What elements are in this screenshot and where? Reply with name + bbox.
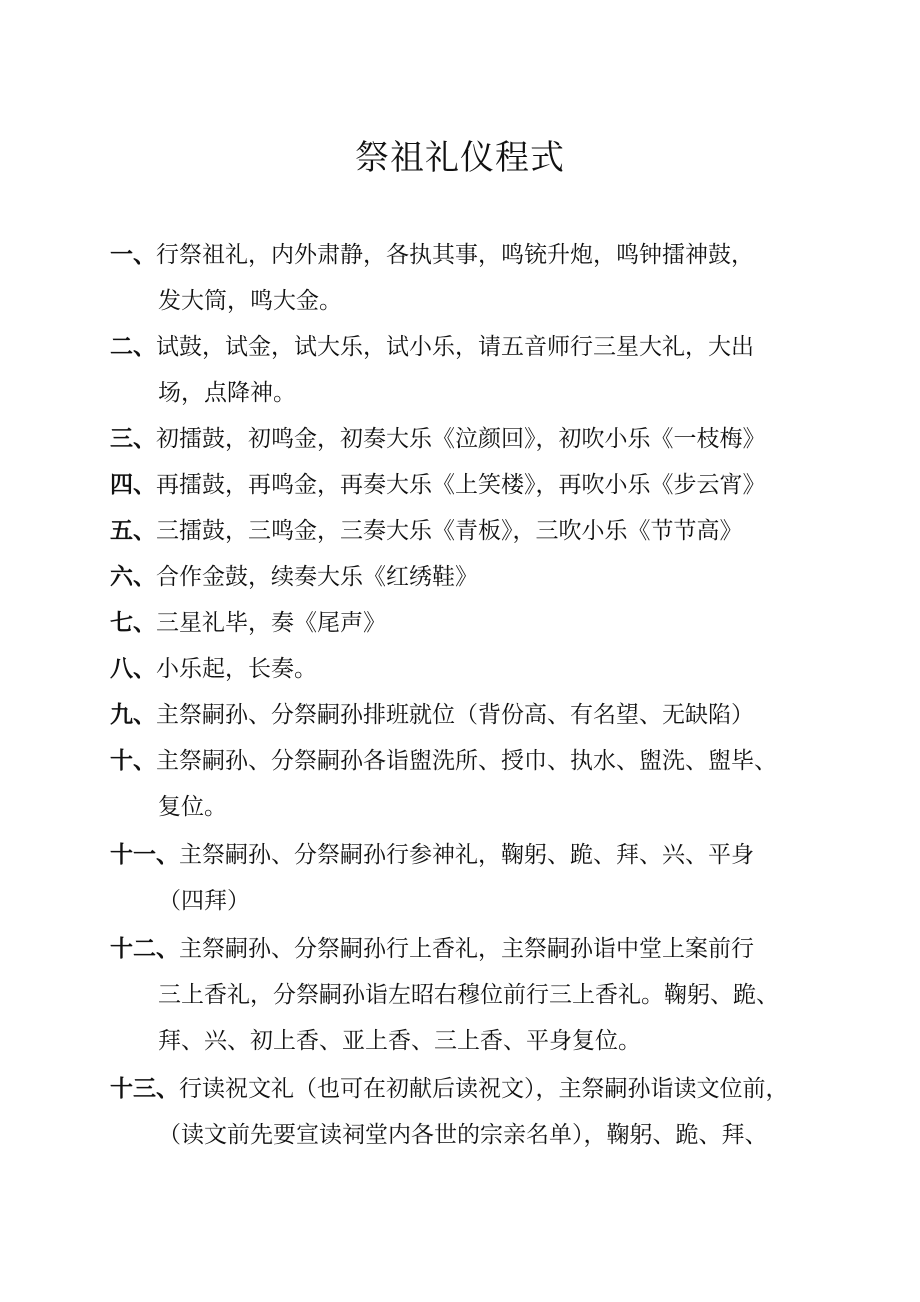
list-item (110, 692, 820, 738)
item-text: 三擂鼓，三鸣金，三奏大乐《青板》，三吹小乐《节节高》 (156, 518, 743, 544)
item-text: 主祭嗣孙、分祭嗣孙各诣盥洗所、授巾、执水、盥洗、盥毕、 (156, 748, 777, 774)
item-number: 一、 (110, 241, 156, 268)
item-number: 二、 (110, 333, 156, 360)
item-number: 七、 (110, 609, 156, 636)
list-item (110, 324, 820, 416)
item-text: 合作金鼓，续奏大乐《红绣鞋》 (156, 564, 478, 590)
item-text: 主祭嗣孙、分祭嗣孙行参神礼，鞠躬、跪、拜、兴、平身 (179, 842, 754, 868)
item-first-line (110, 692, 820, 738)
list-item (110, 508, 820, 554)
item-continuation: 发大筒，鸣大金。 (158, 288, 342, 314)
item-text: 再擂鼓，再鸣金，再奏大乐《上笑楼》，再吹小乐《步云宵》 (156, 472, 766, 498)
item-first-line (110, 462, 820, 508)
item-number: 九、 (110, 701, 156, 728)
list-item (110, 832, 820, 924)
list-item (110, 462, 820, 508)
item-number: 六、 (110, 563, 156, 590)
item-text: 试鼓，试金，试大乐，试小乐，请五音师行三星大礼，大出 (156, 334, 754, 360)
item-continuation: 复位。 (158, 794, 227, 820)
item-text: 主祭嗣孙、分祭嗣孙行上香礼，主祭嗣孙诣中堂上案前行 (179, 936, 754, 962)
item-first-line (110, 508, 820, 554)
item-number: 十、 (110, 747, 156, 774)
item-continuation: （读文前先要宣读祠堂内各世的宗亲名单），鞠躬、跪、拜、 (158, 1122, 768, 1148)
list-item (110, 232, 820, 324)
item-first-line (110, 232, 820, 278)
item-number: 十三、 (110, 1075, 179, 1102)
list-item (110, 416, 820, 462)
list-item (110, 646, 820, 692)
item-continuation: 拜、兴、初上香、亚上香、三上香、平身复位。 (158, 1028, 641, 1054)
list-item (110, 926, 820, 1064)
item-first-line (110, 832, 820, 878)
item-text: 三星礼毕，奏《尾声》 (156, 610, 386, 636)
item-number: 八、 (110, 655, 156, 682)
item-text: 小乐起，长奏。 (156, 656, 317, 682)
item-text: 行读祝文礼（也可在初献后读祝文），主祭嗣孙诣读文位前， (179, 1076, 789, 1102)
item-first-line (110, 646, 820, 692)
item-first-line (110, 926, 820, 972)
item-number: 十一、 (110, 841, 179, 868)
item-first-line (110, 554, 820, 600)
item-number: 三、 (110, 425, 156, 452)
item-continuation: （四拜） (158, 888, 250, 914)
item-continuation: 三上香礼，分祭嗣孙诣左昭右穆位前行三上香礼。鞠躬、跪、 (158, 982, 779, 1008)
document-title: 祭祖礼仪程式 (355, 138, 565, 178)
item-first-line (110, 738, 820, 784)
item-number: 五、 (110, 517, 156, 544)
item-continuation: 场，点降神。 (158, 380, 296, 406)
item-first-line (110, 416, 820, 462)
item-first-line (110, 324, 820, 370)
list-item (110, 1066, 820, 1158)
list-item (110, 738, 820, 830)
item-first-line (110, 600, 820, 646)
item-text: 行祭祖礼，内外肃静，各执其事，鸣铳升炮，鸣钟擂神鼓， (156, 242, 754, 268)
item-text: 主祭嗣孙、分祭嗣孙排班就位（背份高、有名望、无缺陷） (156, 702, 754, 728)
item-first-line (110, 1066, 820, 1112)
item-number: 十二、 (110, 935, 179, 962)
item-number: 四、 (110, 471, 156, 498)
list-item (110, 600, 820, 646)
item-text: 初擂鼓，初鸣金，初奏大乐《泣颜回》，初吹小乐《一枝梅》 (156, 426, 766, 452)
list-item (110, 554, 820, 600)
